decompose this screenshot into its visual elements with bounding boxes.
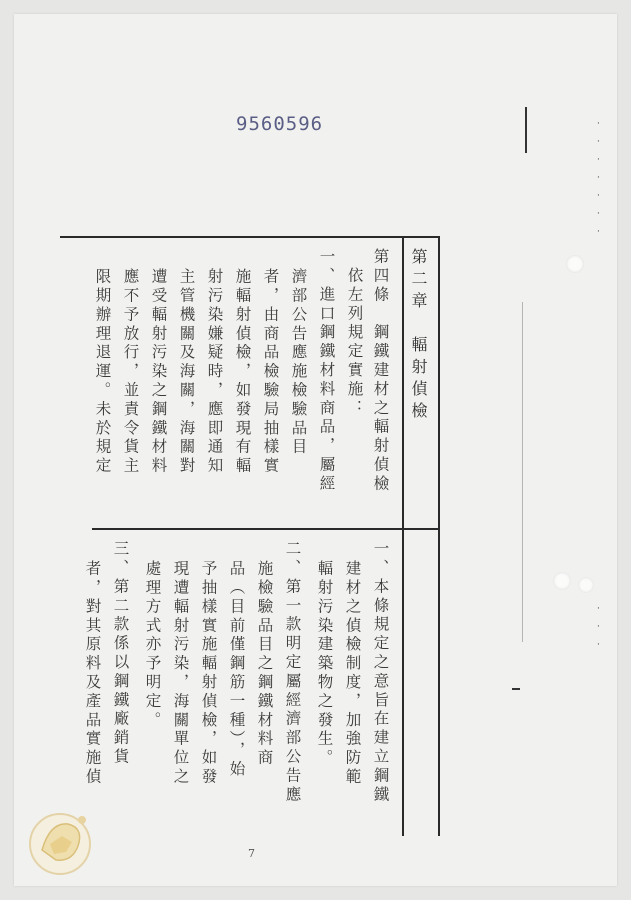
explanation-text-column: 施檢驗品目之鋼鐵材料商 xyxy=(255,560,274,768)
article-text-column: 第四條 鋼鐵建材之輻射偵檢 xyxy=(371,248,390,494)
article-text-column: 施輻射偵檢，如發現有輻 xyxy=(233,268,252,476)
margin-mark xyxy=(522,302,523,642)
explanation-text-column: 處理方式亦予明定。 xyxy=(143,560,162,731)
explanation-text-column: 三、第二款係以鋼鐵廠銷貨 xyxy=(111,540,130,767)
document-number: 9560596 xyxy=(236,113,324,135)
margin-mark xyxy=(512,688,520,690)
margin-dots: · · · · · · · xyxy=(597,119,600,237)
explanation-text-column: 者，對其原料及產品實施偵 xyxy=(83,560,102,787)
explanation-text-column: 輻射污染建築物之發生。 xyxy=(315,560,334,768)
table-divider xyxy=(92,528,440,530)
article-text-column: 應不予放行，並責令貨主 xyxy=(121,268,140,476)
page-mark: 7 xyxy=(248,847,255,860)
binder-hole xyxy=(566,255,584,273)
table-right-border xyxy=(438,236,440,836)
binder-hole xyxy=(578,577,594,593)
margin-mark xyxy=(525,107,527,153)
binder-hole xyxy=(553,572,571,590)
article-text-column: 濟部公告應施檢驗品目 xyxy=(289,268,308,457)
article-text-column: 限期辦理退運。未於規定 xyxy=(93,268,112,476)
table-top-border xyxy=(60,236,440,238)
article-text-column: 主管機關及海關，海關對 xyxy=(177,268,196,476)
article-text-column: 依左列規定實施： xyxy=(345,248,364,419)
explanation-text-column: 建材之偵檢制度，加強防範 xyxy=(343,560,362,787)
margin-dots: · · · xyxy=(597,604,600,650)
explanation-text-column: 二、第一款明定屬經濟部公告應 xyxy=(283,540,302,805)
watermark-logo-icon xyxy=(22,800,100,880)
article-text-column: 者，由商品檢驗局抽樣實 xyxy=(261,268,280,476)
explanation-text-column: 現遭輻射污染，海關單位之 xyxy=(171,560,190,787)
explanation-text-column: 品（目前僅鋼筋一種），始 xyxy=(227,560,246,780)
explanation-text-column: 予抽樣實施輻射偵檢，如發 xyxy=(199,560,218,787)
article-text-column: 射污染嫌疑時，應即通知 xyxy=(205,268,224,476)
article-text-column: 一、進口鋼鐵材料商品，屬經 xyxy=(317,248,336,494)
article-text-column: 遭受輻射污染之鋼鐵材料 xyxy=(149,268,168,476)
explanation-text-column: 一、本條規定之意旨在建立鋼鐵 xyxy=(371,540,390,805)
heading-column-border xyxy=(402,236,404,836)
chapter-title: 第二章 輻射偵檢 xyxy=(409,248,428,424)
